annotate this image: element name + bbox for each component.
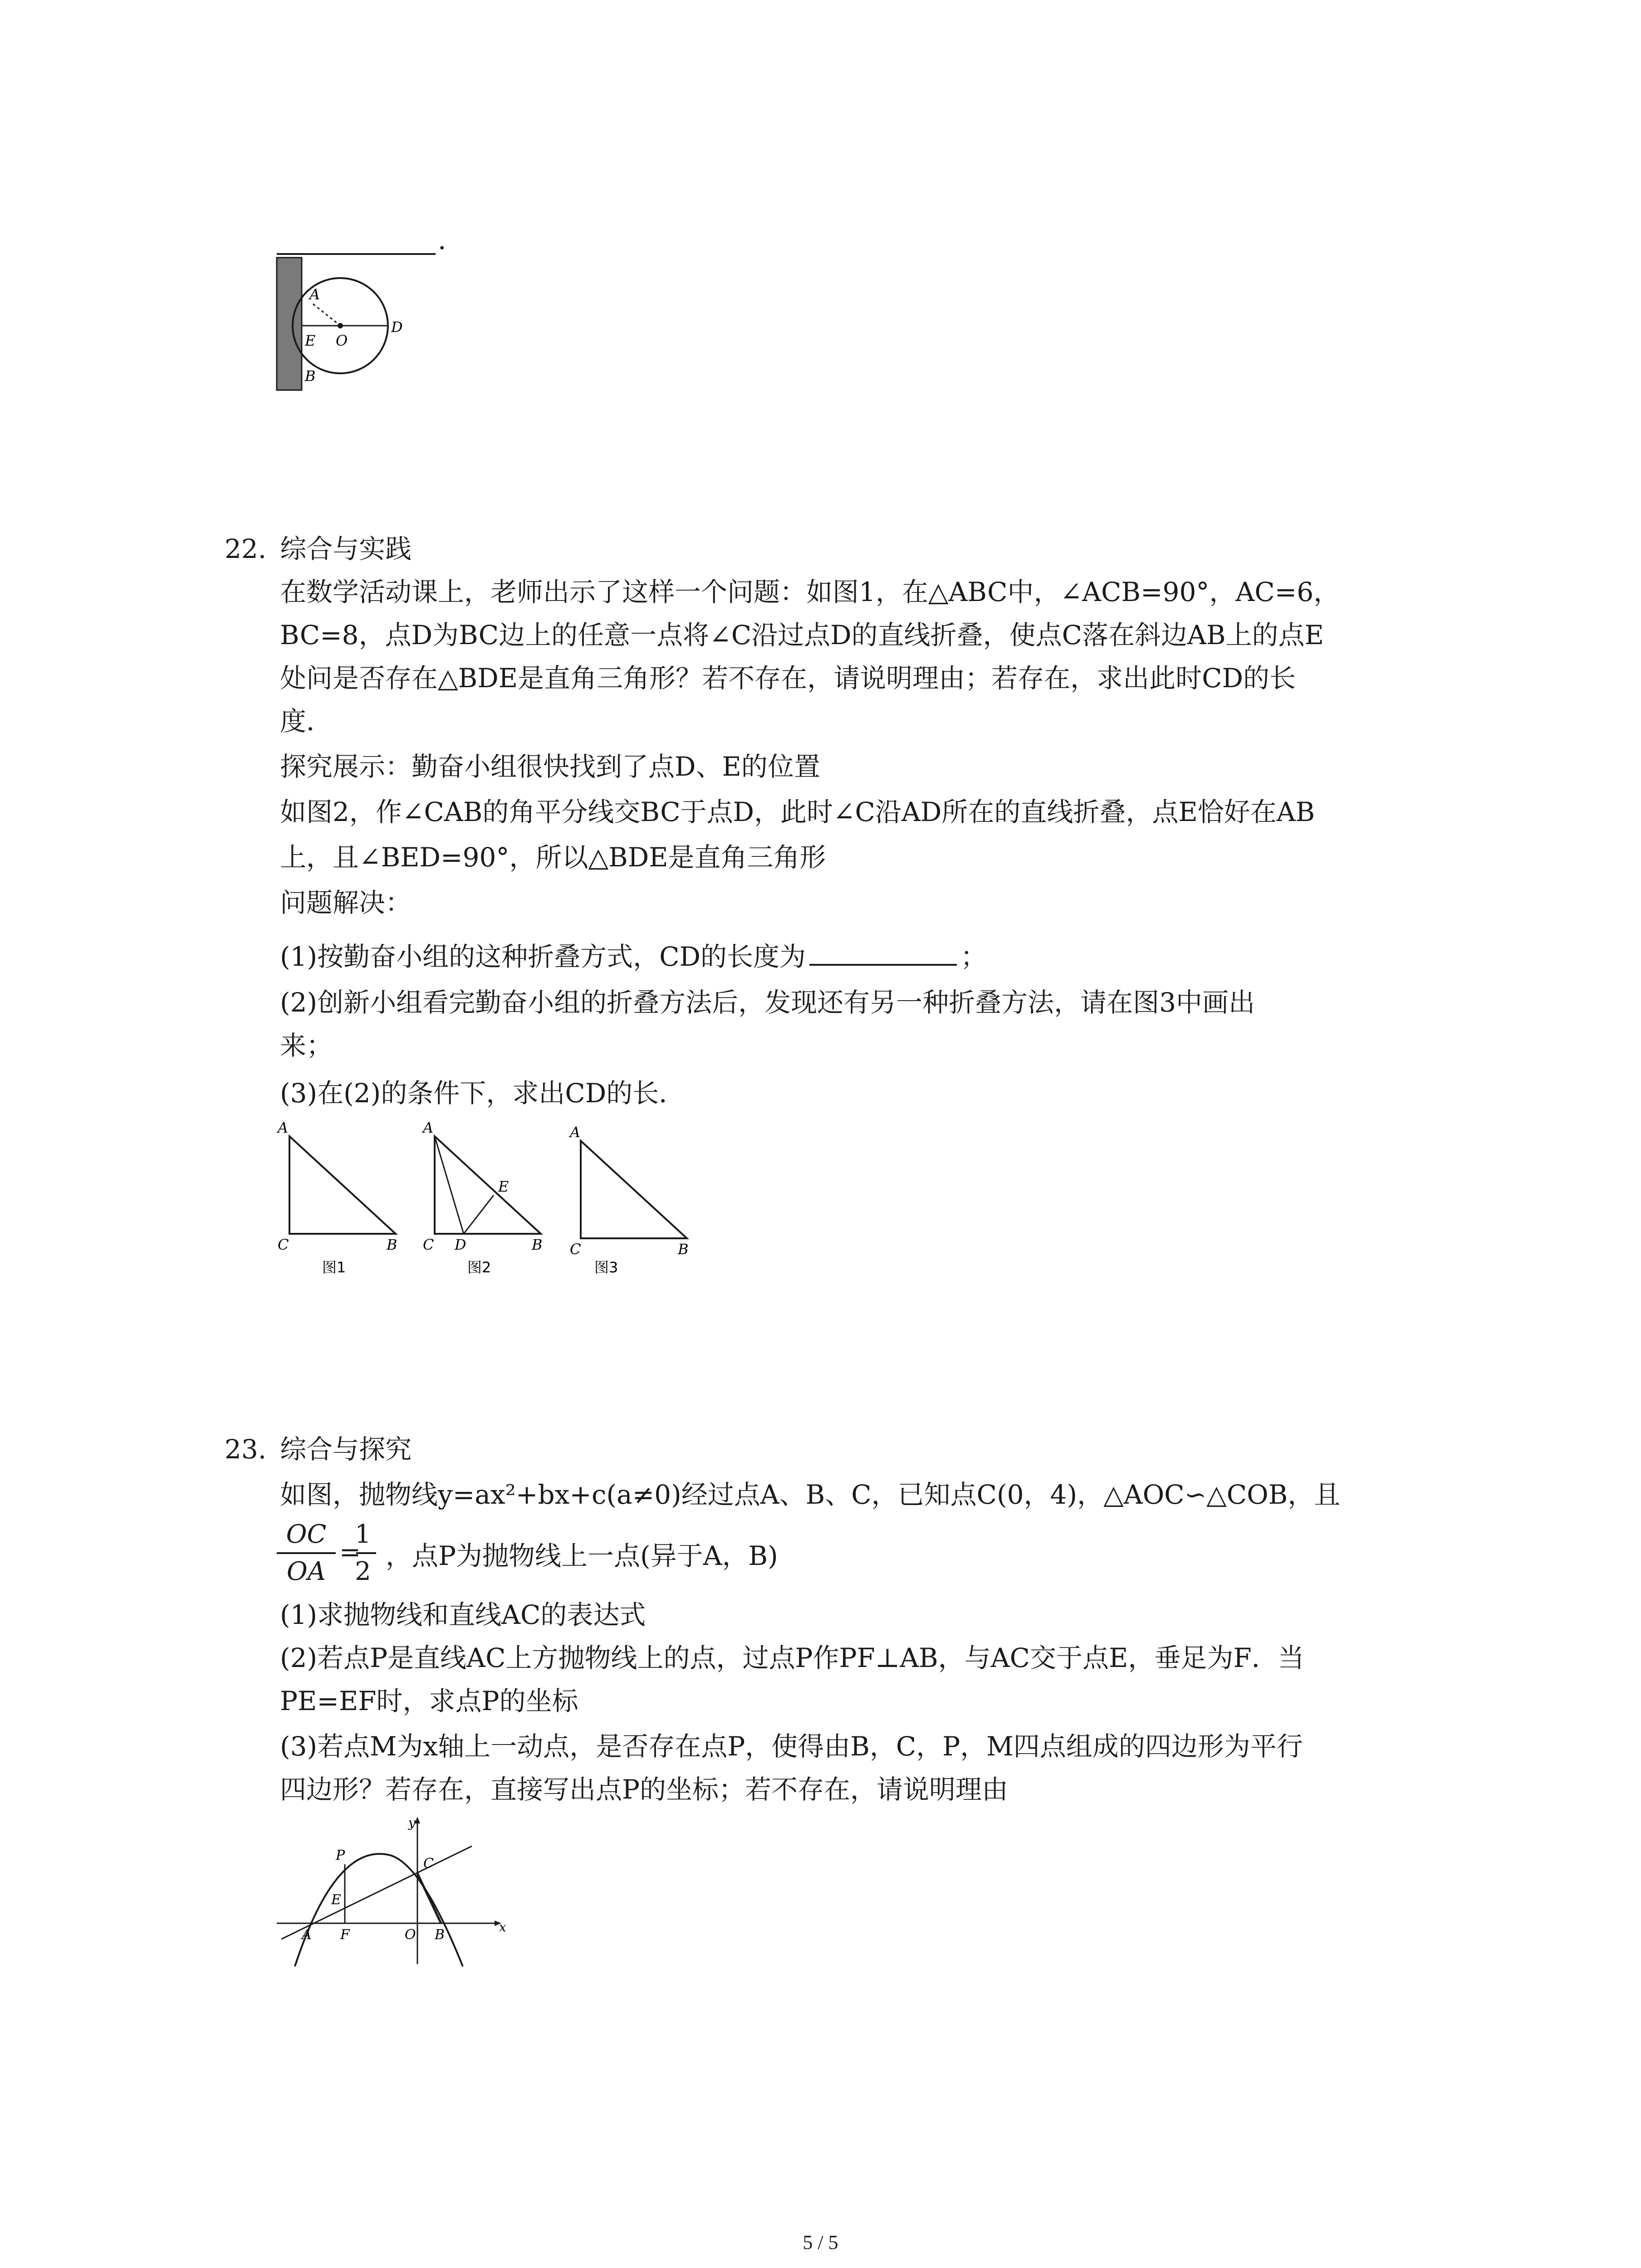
- point-d-label: D: [391, 318, 403, 336]
- frac-bar-2: [356, 1552, 376, 1554]
- frac-oa-den: OA: [286, 1557, 326, 1586]
- frac-bar-1: [277, 1552, 336, 1554]
- figure-1: [276, 1119, 397, 1276]
- top-figure: [268, 245, 463, 440]
- q23-fraction-line: [272, 1520, 1089, 1601]
- q22-sub1-text: (1)按勤奋小组的这种折叠方式，CD的长度为: [280, 941, 806, 972]
- fig-c-label: C: [423, 1856, 434, 1872]
- fig-f-label: F: [340, 1927, 350, 1943]
- q22-line-5: 探究展示：勤奋小组很快找到了点D、E的位置: [280, 751, 820, 782]
- q22-title: 综合与实践: [280, 533, 412, 564]
- q22-number: 22.: [225, 533, 267, 564]
- q22-sub1-end: ；: [960, 941, 987, 972]
- q23-line-2-rest: ，点P为抛物线上一点(异于A，B): [386, 1540, 778, 1571]
- q23-sub3-line-2: 四边形？若存在，直接写出点P的坐标；若不存在，请说明理由: [280, 1774, 1009, 1805]
- answer-blank: [809, 937, 957, 966]
- q23-title: 综合与探究: [280, 1434, 412, 1465]
- frac-oc-num: OC: [286, 1520, 327, 1549]
- q23-heading: [225, 1431, 411, 1467]
- fig2-c-label: C: [423, 1236, 434, 1253]
- q23-line-1: 如图，抛物线y=ax²+bx+c(a≠0)经过点A、B、C，已知点C(0，4)，△AOC∽△COB，且: [280, 1479, 1341, 1510]
- half-den: 2: [355, 1557, 371, 1586]
- fig-b-label: B: [435, 1927, 445, 1943]
- page-number: 5 / 5: [803, 2231, 838, 2253]
- axis-y-label: y: [408, 1815, 416, 1830]
- point-b-label: B: [305, 367, 316, 385]
- fig2-d-label: D: [455, 1236, 466, 1253]
- q23-sub3-line-1: (3)若点M为x轴上一动点，是否存在点P，使得由B，C，P，M四点组成的四边形为平行: [280, 1731, 1303, 1762]
- frac-equals: =: [339, 1538, 361, 1567]
- q22-line-1: 在数学活动课上，老师出示了这样一个问题：如图1，在△ABC中，∠ACB=90°，AC=6，: [280, 577, 1340, 607]
- q22-line-7: 上，且∠BED=90°，所以△BDE是直角三角形: [280, 842, 826, 873]
- fig1-c-label: C: [278, 1236, 289, 1253]
- fig2-caption: 图2: [467, 1259, 491, 1276]
- q22-sub1: [280, 937, 987, 975]
- fig1-b-label: B: [387, 1236, 397, 1253]
- fig1-a-label: A: [278, 1119, 289, 1136]
- q23-parabola-figure: [272, 1810, 508, 1973]
- q22-figures: [268, 1118, 721, 1281]
- half-num: 1: [355, 1520, 371, 1549]
- q22-line-3: 处问是否存在△BDE是直角三角形？若不存在，请说明理由；若存在，求出此时CD的长: [280, 663, 1296, 694]
- q22-line-6: 如图2，作∠CAB的角平分线交BC于点D，此时∠C沿AD所在的直线折叠，点E恰好在AB: [280, 797, 1315, 827]
- q23-sub1: (1)求抛物线和直线AC的表达式: [280, 1599, 646, 1630]
- q23-number: 23.: [225, 1434, 267, 1465]
- fig3-a-label: A: [570, 1124, 581, 1141]
- fig-p-label: P: [336, 1848, 345, 1863]
- q23-sub2-line-1: (2)若点P是直线AC上方抛物线上的点，过点P作PF⊥AB，与AC交于点E，垂足为F．当: [280, 1642, 1304, 1673]
- q22-sub3: (3)在(2)的条件下，求出CD的长．: [280, 1078, 686, 1109]
- figure-2: [421, 1119, 543, 1276]
- q22-sub2-line-1: (2)创新小组看完勤奋小组的折叠方法后，发现还有另一种折叠方法，请在图3中画出: [280, 987, 1255, 1018]
- q22-line-4: 度．: [280, 706, 333, 737]
- fig3-b-label: B: [678, 1241, 689, 1258]
- fig-a-label: A: [302, 1927, 312, 1943]
- fig1-caption: 图1: [322, 1259, 346, 1276]
- fig2-b-label: B: [532, 1236, 543, 1253]
- q22-sub2-line-2: 来；: [280, 1030, 333, 1061]
- figure-3: [568, 1124, 689, 1276]
- point-a-label: A: [309, 286, 320, 303]
- q23-sub2-line-2: PE=EF时，求点P的坐标: [280, 1686, 578, 1716]
- fig-o-label: O: [405, 1927, 416, 1943]
- top-trailing-period: .: [438, 225, 446, 255]
- q22-heading: [225, 531, 411, 567]
- q22-line-8: 问题解决：: [280, 887, 412, 918]
- q22-line-2: BC=8，点D为BC边上的任意一点将∠C沿过点D的直线折叠，使点C落在斜边AB上的点E: [280, 620, 1324, 650]
- point-e-label: E: [305, 332, 316, 349]
- axis-x-label: x: [499, 1920, 506, 1935]
- fig3-caption: 图3: [594, 1259, 618, 1276]
- fig-e-label: E: [331, 1892, 341, 1908]
- fig2-e-label: E: [498, 1178, 509, 1195]
- point-o-label: O: [336, 332, 348, 349]
- fig2-a-label: A: [423, 1119, 434, 1136]
- fig3-c-label: C: [570, 1241, 581, 1258]
